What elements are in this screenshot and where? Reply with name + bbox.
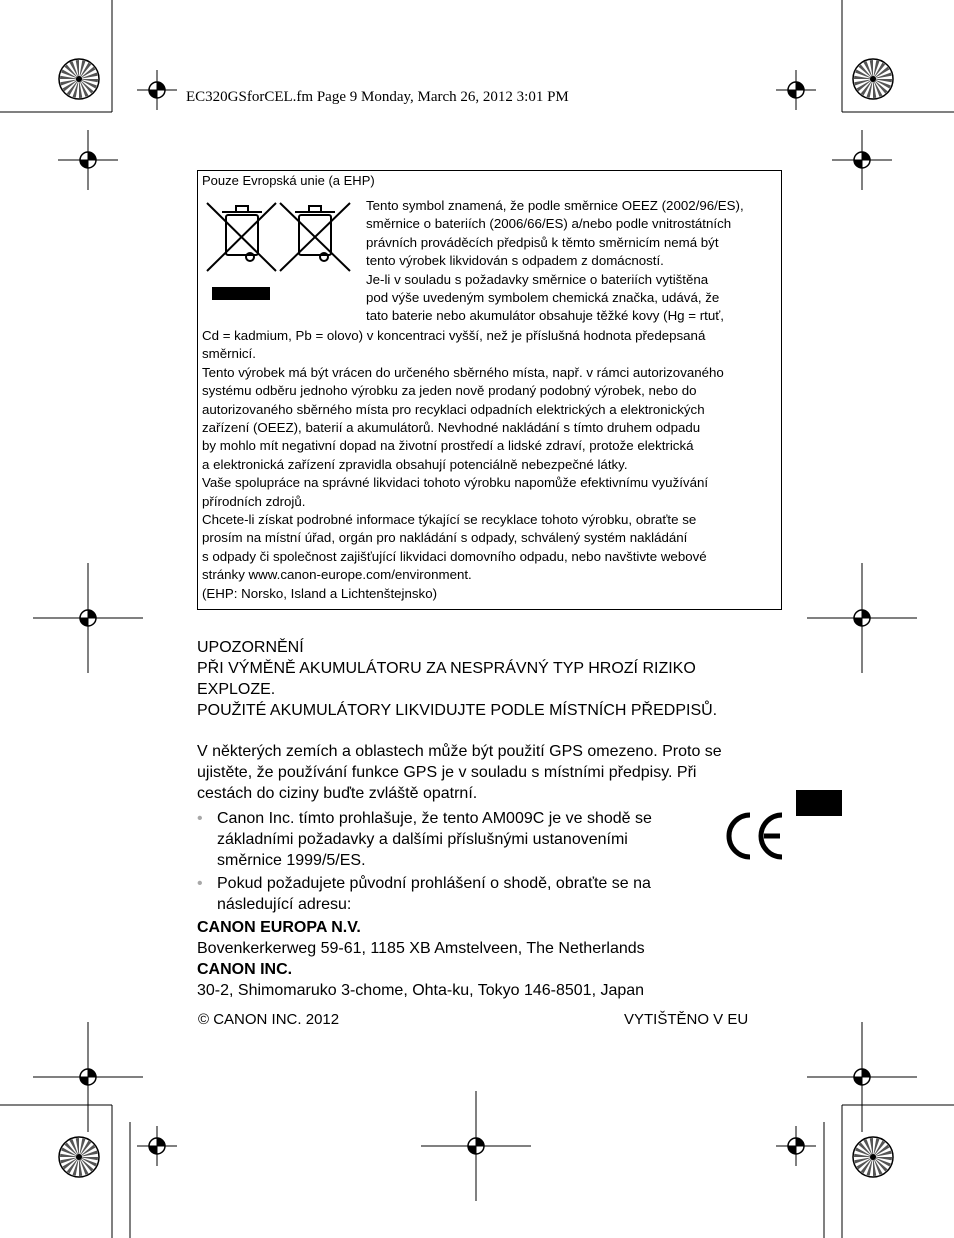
- weee-text-line: Tento výrobek má být vrácen do určeného sběrného místa, např. v rámci autorizovaného: [202, 364, 724, 380]
- weee-text-line: Chcete-li získat podrobné informace týkající se recyklace tohoto výrobku, obraťte se: [202, 512, 697, 528]
- bullet-line: Pokud požadujete původní prohlášení o shodě, obraťte se na: [217, 875, 651, 892]
- registration-mark-icon: [776, 1126, 816, 1166]
- registration-mark-icon: [832, 130, 892, 190]
- bullet-item: [197, 873, 652, 915]
- crossed-bin-icon: [280, 203, 350, 271]
- declaration-bullets: [197, 808, 652, 917]
- company-name: CANON INC.: [197, 961, 293, 978]
- weee-text-line: zařízení (OEEZ), baterií a akumulátorů. Nevhodné nakládání s tímto druhem odpadu: [202, 420, 701, 436]
- gps-notice: [197, 741, 722, 804]
- weee-text-line: systému odběru jednoho výrobku za jeden nově prodaný podobný výrobek, nebo do: [202, 383, 697, 399]
- bullet-line: základními požadavky a dalšími příslušnými ustanoveními: [217, 831, 628, 848]
- weee-notice-box: [197, 170, 782, 610]
- bullet-marker: •: [197, 875, 203, 892]
- gps-line: cestách do ciziny buďte zvláště opatrní.: [197, 785, 478, 802]
- weee-text-line: tato baterie nebo akumulátor obsahuje těžké kovy (Hg = rtuť,: [366, 308, 724, 324]
- registration-mark-icon: [33, 1022, 143, 1132]
- weee-title: Pouze Evropská unie (a EHP): [202, 173, 375, 188]
- registration-mark-icon: [137, 1126, 177, 1166]
- warning-line: POUŽITÉ AKUMULÁTORY LIKVIDUJTE PODLE MÍSTNÍCH PŘEDPISŮ.: [197, 702, 718, 719]
- printed-in: VYTIŠTĚNO V EU: [624, 1011, 749, 1028]
- weee-symbols: [204, 201, 354, 301]
- weee-black-bar: [212, 287, 270, 300]
- weee-text-line: přírodních zdrojů.: [202, 493, 306, 509]
- registration-mark-icon: [58, 130, 118, 190]
- weee-text-full: [202, 327, 780, 603]
- starburst-target-icon: [59, 1137, 99, 1177]
- gps-line: ujistěte, že používání funkce GPS je v souladu s místními předpisy. Při: [197, 764, 697, 781]
- registration-mark-icon: [137, 70, 177, 110]
- ce-mark-icon: [722, 810, 786, 862]
- company-address: Bovenkerkerweg 59-61, 1185 XB Amstelveen, The Netherlands: [197, 940, 645, 957]
- battery-warning: [197, 637, 717, 721]
- registration-mark-icon: [807, 1022, 917, 1132]
- warning-line: PŘI VÝMĚNĚ AKUMULÁTORU ZA NESPRÁVNÝ TYP HROZÍ RIZIKO: [197, 660, 696, 677]
- weee-text-line: (EHP: Norsko, Island a Lichtenštejnsko): [202, 585, 438, 601]
- weee-text-line: prosím na místní úřad, orgán pro nakládání s odpady, schválený systém nakládání: [202, 530, 688, 546]
- weee-text-line: pod výše uvedeným symbolem chemická značka, udává, že: [366, 290, 720, 306]
- registration-mark-icon: [33, 563, 143, 673]
- weee-text-line: právních prováděcích předpisů k těmto směrnicím nemá být: [366, 234, 719, 250]
- weee-text-line: by mohlo mít negativní dopad na životní prostředí a lidské zdraví, protože elektrická: [202, 438, 694, 454]
- weee-text-line: směrnicí.: [202, 346, 256, 362]
- file-header: EC320GSforCEL.fm Page 9 Monday, March 26, 2012 3:01 PM: [186, 89, 569, 105]
- warning-line: UPOZORNĚNÍ: [197, 639, 304, 656]
- company-name: CANON EUROPA N.V.: [197, 919, 361, 936]
- weee-text-line: autorizovaného sběrného místa pro recyklaci odpadních elektrických a elektronických: [202, 401, 705, 417]
- gps-line: V některých zemích a oblastech může být použití GPS omezeno. Proto se: [197, 743, 722, 760]
- bullet-line: následující adresu:: [217, 896, 352, 913]
- registration-mark-icon: [776, 70, 816, 110]
- starburst-target-icon: [853, 59, 893, 99]
- starburst-target-icon: [59, 59, 99, 99]
- language-tab: [796, 790, 842, 816]
- copyright: © CANON INC. 2012: [198, 1011, 340, 1028]
- starburst-target-icon: [853, 1137, 893, 1177]
- weee-text-line: stránky www.canon-europe.com/environment.: [202, 567, 472, 583]
- bullet-item: [197, 808, 652, 871]
- weee-text-line: Cd = kadmium, Pb = olovo) v koncentraci vyšší, než je příslušná hodnota předepsaná: [202, 328, 706, 343]
- warning-line: EXPLOZE.: [197, 681, 276, 698]
- bullet-line: Canon Inc. tímto prohlašuje, že tento AM009C je ve shodě se: [217, 810, 652, 827]
- crossed-bin-icon: [207, 203, 276, 271]
- weee-text-line: Tento symbol znamená, že podle směrnice OEEZ (2002/96/ES),: [366, 198, 744, 213]
- weee-text-right: [366, 197, 778, 326]
- registration-mark-icon: [421, 1091, 531, 1201]
- registration-mark-icon: [807, 563, 917, 673]
- bullet-marker: •: [197, 810, 203, 827]
- weee-text-line: a elektronická zařízení zpravidla obsahují potenciálně nebezpečné látky.: [202, 456, 628, 472]
- company-address: 30-2, Shimomaruko 3-chome, Ohta-ku, Tokyo 146-8501, Japan: [197, 982, 645, 999]
- weee-text-line: Vaše spolupráce na správné likvidaci tohoto výrobku napomůže efektivnímu využívání: [202, 475, 709, 491]
- bullet-line: směrnice 1999/5/ES.: [217, 852, 366, 869]
- address-block: [197, 917, 645, 1001]
- weee-text-line: Je-li v souladu s požadavky směrnice o bateriích vytištěna: [366, 271, 709, 287]
- weee-text-line: s odpady či společnost zajišťující likvidaci domovního odpadu, nebo navštivte webové: [202, 548, 707, 564]
- weee-text-line: tento výrobek likvidován s odpadem z domácností.: [366, 253, 664, 269]
- weee-text-line: směrnice o bateriích (2006/66/ES) a/nebo podle vnitrostátních: [366, 216, 732, 232]
